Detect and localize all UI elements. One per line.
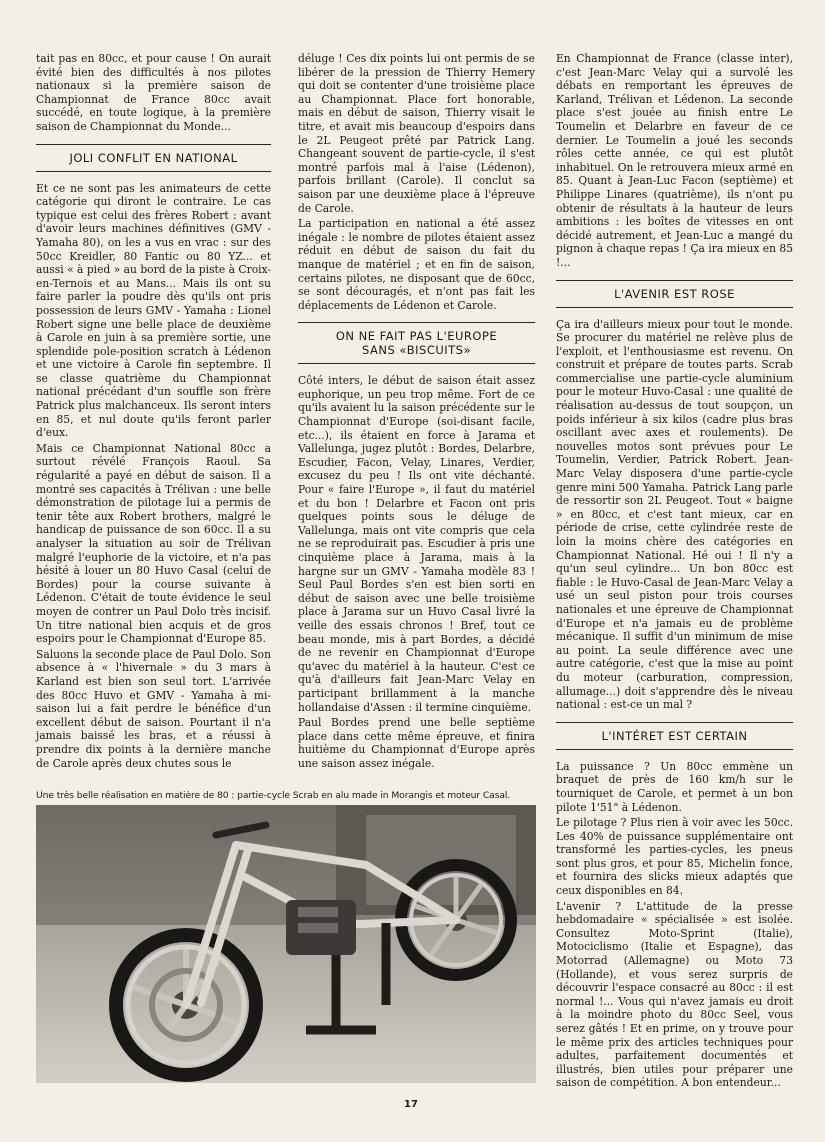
section-heading-line: SANS «BISCUITS»: [361, 343, 472, 358]
page-number: 17: [404, 1099, 418, 1110]
column-3-paragraph: Ça ira d'ailleurs mieux pour tout le monde. Se procurer du matériel ne relève plus de l'exploit, et l'enthousiasme est revenu. On construit et prépare de toutes parts. Scrab commercialise une partie-cycle aluminium pour le moteur Huvo-Casal : une qualité de réalisation au-dessus de tout soupçon, un poids inférieur à six kilos (cadre plus bras oscillant avec axes et roulements). De nouvelles motos sont prévues pour Le Toumelin, Verdier, Patrick Robert. Jean-Marc Velay disposera d'une partie-cycle genre mini 500 Yamaha. Patrick Lang parle de ressortir son 2L Peugeot. Tout « baigne » en 80cc, et c'est tant mieux, car en période de crise, cette cylindrée reste de loin la moins chère des catégories en Championnat National. Hé oui ! Il n'y a qu'un seul cylindre... Un bon 80cc est fiable : le Huvo-Casal de Jean-Marc Velay a usé un seul piston pour trois courses nationales et une épreuve de Championnat d'Europe et n'a jamais eu de problème mécanique. Il suffit d'un minimum de mise au point. La seule différence avec une autre catégorie, c'est que la mise au point du moteur (carburation, compression, allumage...) doit s'apprendre dès le niveau national : est-ce un mal ?: [556, 317, 793, 712]
column-3: [556, 52, 793, 1092]
column-3-paragraph: En Championnat de France (classe inter), c'est Jean-Marc Velay qui a survolé les débats en remportant les épreuves de Karland, Trélivan et Lédenon. La seconde place s'est jouée au finish entre Le Toumelin et Delarbre en faveur de ce dernier. Le Toumelin a joué les seconds rôles cette année, ce qui est plutôt inhabituel. On le retrouvera mieux armé en 85. Quant à Jean-Luc Facon (septième) et Philippe Linares (quatrième), ils n'ont pu obtenir de résultats à la hauteur de leurs ambitions : les boîtes de vitesses en ont décidé autrement, et Jean-Luc a mangé du pignon à chaque repas ! Ça ira mieux en 85 !...: [556, 52, 794, 269]
section-heading-avenir: L'AVENIR EST ROSE: [556, 280, 793, 308]
column-3-paragraph: L'avenir ? L'attitude de la presse hebdomadaire « spécialisée » est isolée. Consultez Moto-Sprint (Italie), Motociclismo (Italie et Espagne), das Motorrad (Allemagne) ou Moto 73 (Hollande), et vous serez surpris de découvrir l'espace consacré au 80cc : il est normal !... Vous qui n'avez jamais eu droit à la moindre photo du 80cc Seel, vous serez gâtés ! Et en prime, on y trouve pour le même prix des articles techniques pour adultes, parfaitement documentés et illustrés, bien utiles pour préparer une saison de compétition. A bon entendeur...: [556, 899, 793, 1090]
column-2-paragraph: La participation en national a été assez inégale : le nombre de pilotes étaient assez réduit en début de saison du fait du manque de matériel ; et en fin de saison, certains pilotes, ne disposant que de 60cc, se sont découragés, et n'ont pas fait les déplacements de Lédenon et Carole.: [298, 217, 535, 312]
column-1: [36, 52, 271, 772]
section-heading-line: ON NE FAIT PAS L'EUROPE: [335, 329, 498, 344]
column-2-paragraph: Paul Bordes prend une belle septième place dans cette même épreuve, et finira huitième du Championnat d'Europe après une saison assez inégale.: [298, 716, 535, 770]
motorcycle-illustration: [36, 805, 536, 1083]
column-2-paragraph: Côté inters, le début de saison était assez euphorique, un peu trop même. Fort de ce qu'ils avaient lu la saison précédente sur le Championnat d'Europe (soi-disant facile, etc...), ils étaient en force à Jarama et Vallelunga, jugez plutôt : Bordes, Delarbre, Escudier, Facon, Velay, Linares, Verdier, excusez du peu ! Ils ont vite déchanté. Pour « faire l'Europe », il faut du matériel et du bon ! Delarbre et Facon ont pris quelques points sous le déluge de Vallelunga, mais ont vite compris que cela ne se reproduirait pas. Escudier à pris une cinquième place à Jarama, mais à la hargne sur un GMV - Yamaha modèle 83 ! Seul Paul Bordes s'en est bien sorti en début de saison avec une belle troisième place à Jarama sur un Huvo Casal livré la veille des essais chronos ! Bref, tout ce beau monde, mis à part Bordes, a décidé de ne revenir en Championnat d'Europe qu'avec du matériel à la hauteur. C'est ce qu'à d'ailleurs fait Jean-Marc Velay en participant brillamment à la manche hollandaise d'Assen : il termine cinquième.: [298, 374, 535, 714]
column-1-paragraph: Et ce ne sont pas les animateurs de cette catégorie qui diront le contraire. Le cas typique est celui des frères Robert : avant d'avoir leurs machines définitives (GMV - Yamaha 80), on les a vus en vrac : sur des 50cc Kreidler, 80 Fantic ou 80 YZ... et aussi « à pied » au bord de la piste à Croix-en-Ternois et au Mans... Mais ils ont su faire parler la poudre dès qu'ils ont pris possession de leurs GMV - Yamaha : Lionel Robert signe une belle place de deuxième à Carole en juin à sa première sortie, une splendide pole-position scratch à Lédenon et une victoire à Carole fin septembre. Il se classe quatrième du Championnat national précédant d'un souffle son frère Patrick plus malchanceux. Ils seront inters en 85, et nul doute qu'ils feront parler d'eux.: [36, 181, 271, 440]
section-heading-interet: L'INTÉRET EST CERTAIN: [556, 722, 793, 750]
section-heading-europe: [298, 322, 535, 364]
section-heading-joli-conflit: JOLI CONFLIT EN NATIONAL: [36, 144, 271, 172]
column-2: [298, 52, 535, 773]
column-1-intro: tait pas en 80cc, et pour cause ! On aurait évité bien des difficultés à nos pilotes nationaux si la première saison de Championnat de France 80cc avait succédé, en toute logique, à la première saison de Championnat du Monde...: [36, 52, 271, 133]
column-3-paragraph: Le pilotage ? Plus rien à voir avec les 50cc. Les 40% de puissance supplémentaire ont transformé les parties-cycles, les pneus sont plus gros, et pour 85, Michelin fonce, et fournira des slicks mieux adaptés que ceux disponibles en 84.: [556, 816, 793, 898]
column-1-paragraph: Mais ce Championnat National 80cc a surtout révélé François Raoul. Sa régularité a payé en début de saison. Il a montré ses capacités à Trélivan : une belle démonstration de pilotage lui a permis de tenir tête aux Robert brothers, malgré le handicap de puissance de son 60cc. Il a su analyser la situation au soir de Trélivan malgré l'euphorie de la victoire, et n'a pas hésité à louer un 80 Huvo Casal (celui de Bordes) pour la course suivante à Lédenon. C'était de toute évidence le seul moyen de contrer un Paul Dolo très incisif. Un titre national bien acquis et de gros espoirs pour le Championnat d'Europe 85.: [36, 441, 271, 646]
motorcycle-photo: [36, 805, 536, 1083]
column-1-paragraph: Saluons la seconde place de Paul Dolo. Son absence à « l'hivernale » du 3 mars à Karland est bien son seul tort. L'arrivée des 80cc Huvo et GMV - Yamaha à mi-saison lui a fait perdre le bénéfice d'un excellent début de saison. Pourtant il n'a jamais baissé les bras, et a réussi à prendre dix points à la dernière manche de Carole après deux chutes sous le: [36, 647, 271, 770]
photo-caption: Une très belle réalisation en matière de 80 : partie-cycle Scrab en alu made in Morangis et moteur Casal.: [36, 790, 511, 801]
column-2-paragraph: déluge ! Ces dix points lui ont permis de se libérer de la pression de Thierry Hemery qui doit se contenter d'une troisième place au Championnat. Place fort honorable, mais en début de saison, Thierry visait le titre, et avait mis beaucoup d'espoirs dans le 2L Peugeot prêté par Patrick Lang. Changeant souvent de partie-cycle, il s'est montré parfois mal à l'aise (Lédenon), parfois brillant (Carole). Il conclut sa saison par une deuxième place à l'épreuve de Carole.: [298, 52, 535, 215]
column-3-paragraph: La puissance ? Un 80cc emmène un braquet de près de 160 km/h sur le tourniquet de Carole, et permet à un bon pilote 1'51" à Lédenon.: [556, 759, 793, 814]
